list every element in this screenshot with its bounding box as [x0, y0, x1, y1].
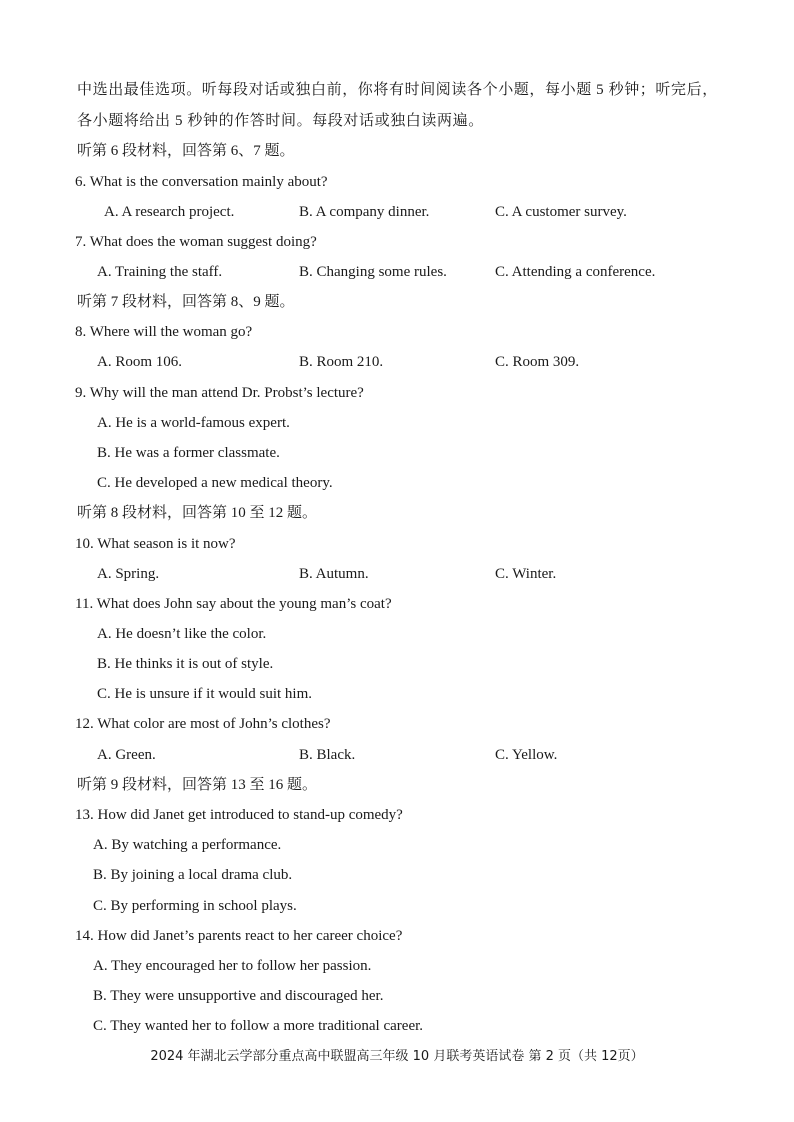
intro-line-2: 各小题将给出 5 秒钟的作答时间。每段对话或独白读两遍。: [77, 113, 484, 129]
question-9-option-c: C. He developed a new medical theory.: [97, 475, 333, 491]
question-13-option-a: A. By watching a performance.: [93, 837, 282, 853]
page-footer: 2024 年湖北云学部分重点高中联盟高三年级 10 月联考英语试卷 第 2 页（共 12页）: [150, 1049, 644, 1064]
question-10-option-c: C. Winter.: [495, 566, 557, 582]
question-12-option-c: C. Yellow.: [495, 747, 558, 763]
question-7-option-a: A. Training the staff.: [97, 264, 223, 280]
section-7-heading: 听第 7 段材料，回答第 8、9 题。: [77, 294, 295, 310]
intro-line-1: 中选出最佳选项。听每段对话或独白前，你将有时间阅读各个小题，每小题 5 秒钟；听完后，: [77, 82, 718, 98]
question-12-options: [0, 745, 794, 765]
question-13-option-c: C. By performing in school plays.: [93, 898, 297, 914]
question-10-option-a: A. Spring.: [97, 566, 160, 582]
question-7-options: [0, 262, 794, 282]
question-14-option-b: B. They were unsupportive and discouraged her.: [93, 988, 384, 1004]
question-12: 12. What color are most of John’s clothes?: [75, 716, 331, 732]
question-11: 11. What does John say about the young man’s coat?: [75, 596, 392, 612]
question-6-option-b: B. A company dinner.: [299, 204, 430, 220]
question-13-option-b: B. By joining a local drama club.: [93, 867, 293, 883]
question-11-option-c: C. He is unsure if it would suit him.: [97, 686, 312, 702]
section-6-heading: 听第 6 段材料，回答第 6、7 题。: [77, 143, 295, 159]
question-10-option-b: B. Autumn.: [299, 566, 369, 582]
question-6: 6. What is the conversation mainly about?: [75, 174, 328, 190]
question-14-option-c: C. They wanted her to follow a more traditional career.: [93, 1018, 424, 1034]
question-12-option-a: A. Green.: [97, 747, 156, 763]
question-6-option-a: A. A research project.: [104, 204, 235, 220]
section-8-heading: 听第 8 段材料，回答第 10 至 12 题。: [77, 505, 318, 521]
question-8-option-a: A. Room 106.: [97, 354, 183, 370]
question-11-option-b: B. He thinks it is out of style.: [97, 656, 274, 672]
question-10-options: [0, 564, 794, 584]
section-9-heading: 听第 9 段材料，回答第 13 至 16 题。: [77, 777, 318, 793]
question-7-option-b: B. Changing some rules.: [299, 264, 447, 280]
question-7: 7. What does the woman suggest doing?: [75, 234, 317, 250]
question-11-option-a: A. He doesn’t like the color.: [97, 626, 267, 642]
question-12-option-b: B. Black.: [299, 747, 356, 763]
question-13: 13. How did Janet get introduced to stand-up comedy?: [75, 807, 403, 823]
question-8-option-c: C. Room 309.: [495, 354, 580, 370]
question-6-option-c: C. A customer survey.: [495, 204, 627, 220]
question-8-options: [0, 352, 794, 372]
question-10: 10. What season is it now?: [75, 536, 236, 552]
question-8-option-b: B. Room 210.: [299, 354, 384, 370]
question-14-option-a: A. They encouraged her to follow her passion.: [93, 958, 372, 974]
question-7-option-c: C. Attending a conference.: [495, 264, 656, 280]
question-9: 9. Why will the man attend Dr. Probst’s lecture?: [75, 385, 364, 401]
question-8: 8. Where will the woman go?: [75, 324, 253, 340]
question-14: 14. How did Janet’s parents react to her career choice?: [75, 928, 403, 944]
question-9-option-a: A. He is a world-famous expert.: [97, 415, 290, 431]
question-6-options: [0, 202, 794, 222]
question-9-option-b: B. He was a former classmate.: [97, 445, 280, 461]
